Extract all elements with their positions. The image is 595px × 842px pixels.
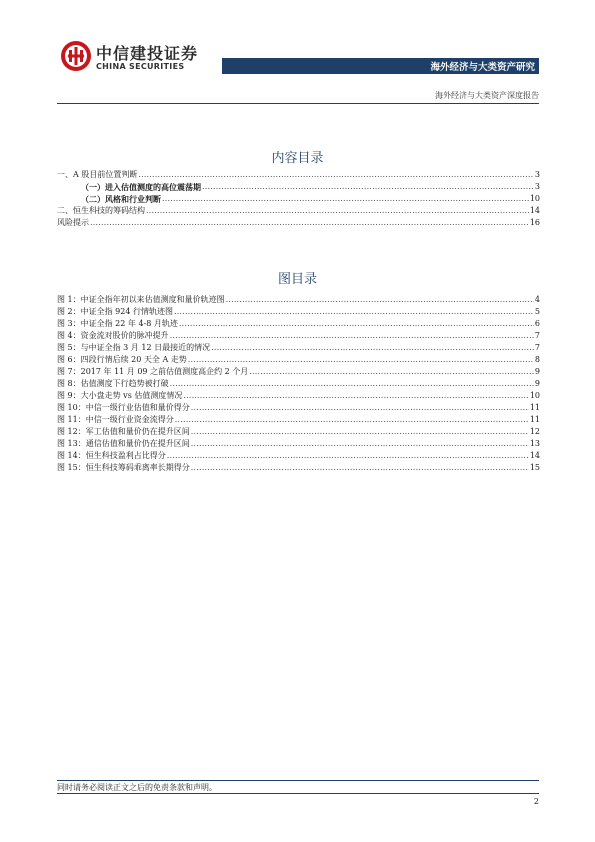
figure-entry[interactable] <box>57 438 540 450</box>
figure-entry-page: 7 <box>534 343 540 352</box>
figure-entry-label: 图 1：中证全指年初以来估值测度和量价轨迹图 <box>57 295 225 304</box>
list-of-figures <box>57 294 540 474</box>
figure-entry-page: 13 <box>529 439 540 448</box>
figure-entry[interactable] <box>57 450 540 462</box>
figure-entry-label: 图 7：2017 年 11 月 09 之前估值测度高企约 2 个月 <box>57 367 249 376</box>
figure-entry-label: 图 14：恒生科技盈利占比得分 <box>57 451 166 460</box>
figure-entry-label: 图 9：大小盘走势 vs 估值测度情况 <box>57 391 183 400</box>
toc-entry-page: 3 <box>534 182 540 191</box>
footer-divider-lower <box>57 793 539 794</box>
figure-entry-label: 图 12：军工估值和量价仍在提升区间 <box>57 427 190 436</box>
figure-entry[interactable] <box>57 306 540 318</box>
dot-leader <box>191 426 529 438</box>
toc-entry-label: 一、A 股目前位置判断 <box>57 170 138 179</box>
toc-entry[interactable] <box>57 205 540 217</box>
figure-entry[interactable] <box>57 342 540 354</box>
toc-entry[interactable] <box>57 181 540 193</box>
figure-entry-label: 图 11：中信一级行业资金流得分 <box>57 415 174 424</box>
header-bar-title: 海外经济与大类资产研究 <box>430 62 535 73</box>
figure-entry-page: 7 <box>534 331 540 340</box>
page-number: 2 <box>533 797 539 806</box>
toc-entry-page: 3 <box>534 170 540 179</box>
figures-list-title: 图目录 <box>277 272 317 287</box>
figure-entry-page: 8 <box>534 355 540 364</box>
figure-entry-label: 图 13：通信估值和量价仍在提升区间 <box>57 439 190 448</box>
table-of-contents <box>57 169 540 229</box>
toc-entry-label: 二、恒生科技的筹码结构 <box>57 206 145 215</box>
toc-entry-label: （一）进入估值测度的高位震荡期 <box>81 182 201 192</box>
figure-entry-label: 图 8：估值测度下行趋势被打破 <box>57 379 169 388</box>
figure-entry-page: 10 <box>529 391 540 400</box>
dot-leader <box>162 193 529 205</box>
company-logo <box>60 40 199 74</box>
figure-entry-page: 12 <box>529 427 540 436</box>
figure-entry-label: 图 10：中信一级行业估值和量价得分 <box>57 403 190 412</box>
logo-english-text: CHINA SECURITIES <box>96 62 185 71</box>
toc-entry[interactable] <box>57 193 540 205</box>
header-divider <box>57 103 539 104</box>
figure-entry[interactable] <box>57 330 540 342</box>
dot-leader <box>170 330 534 342</box>
figure-entry-label: 图 5：与中证全指 3 月 12 日最接近的情况 <box>57 343 211 352</box>
figure-entry-page: 9 <box>534 379 540 388</box>
figure-entry-label: 图 2：中证全指 924 行情轨迹图 <box>57 307 173 316</box>
figure-entry-label: 图 6：四段行情后续 20 天全 A 走势 <box>57 355 187 364</box>
dot-leader <box>249 366 534 378</box>
logo-chinese-text: 中信建投证券 <box>96 44 199 63</box>
toc-entry[interactable] <box>57 217 540 229</box>
dot-leader <box>146 205 529 217</box>
figure-entry[interactable] <box>57 414 540 426</box>
header-title-bar <box>222 58 539 74</box>
figure-entry-page: 6 <box>534 319 540 328</box>
toc-entry[interactable] <box>57 169 540 181</box>
figure-entry[interactable] <box>57 318 540 330</box>
figure-entry-page: 4 <box>534 295 540 304</box>
toc-entry-label: （二）风格和行业判断 <box>81 194 161 204</box>
toc-entry-page: 14 <box>529 206 540 215</box>
report-type-label: 海外经济与大类资产深度报告 <box>435 91 539 100</box>
dot-leader <box>191 462 529 474</box>
dot-leader <box>202 181 534 193</box>
figure-entry-page: 11 <box>529 415 540 424</box>
figure-entry[interactable] <box>57 378 540 390</box>
figure-entry[interactable] <box>57 354 540 366</box>
figure-entry-page: 15 <box>529 463 540 472</box>
figure-entry[interactable] <box>57 462 540 474</box>
figure-entry-label: 图 3：中证全指 22 年 4-8 月轨迹 <box>57 319 178 328</box>
dot-leader <box>138 169 534 181</box>
figure-entry-label: 图 4：资金流对股价的脉冲提升 <box>57 331 169 340</box>
company-logo-icon <box>60 40 92 72</box>
figure-entry-page: 11 <box>529 403 540 412</box>
dot-leader <box>175 414 529 426</box>
figure-entry-page: 14 <box>529 451 540 460</box>
dot-leader <box>226 294 534 306</box>
dot-leader <box>90 217 529 229</box>
dot-leader <box>191 402 529 414</box>
toc-title: 内容目录 <box>271 151 324 166</box>
dot-leader <box>211 342 534 354</box>
dot-leader <box>170 378 534 390</box>
dot-leader <box>167 450 529 462</box>
dot-leader <box>191 438 529 450</box>
figure-entry-page: 9 <box>534 367 540 376</box>
figure-entry[interactable] <box>57 366 540 378</box>
disclaimer-note: 同时请务必阅读正文之后的免责条款和声明。 <box>57 783 217 792</box>
dot-leader <box>188 354 534 366</box>
dot-leader <box>183 390 528 402</box>
figure-entry[interactable] <box>57 390 540 402</box>
toc-entry-page: 16 <box>529 218 540 227</box>
dot-leader <box>179 318 534 330</box>
figure-entry[interactable] <box>57 402 540 414</box>
figure-entry-label: 图 15：恒生科技筹码乖离率长期得分 <box>57 463 190 472</box>
dot-leader <box>174 306 534 318</box>
figure-entry-page: 5 <box>534 307 540 316</box>
toc-entry-label: 风险提示 <box>57 218 89 227</box>
footer-divider <box>57 780 539 781</box>
figure-entry[interactable] <box>57 294 540 306</box>
toc-entry-page: 10 <box>529 194 540 203</box>
page-header <box>0 0 595 100</box>
figure-entry[interactable] <box>57 426 540 438</box>
